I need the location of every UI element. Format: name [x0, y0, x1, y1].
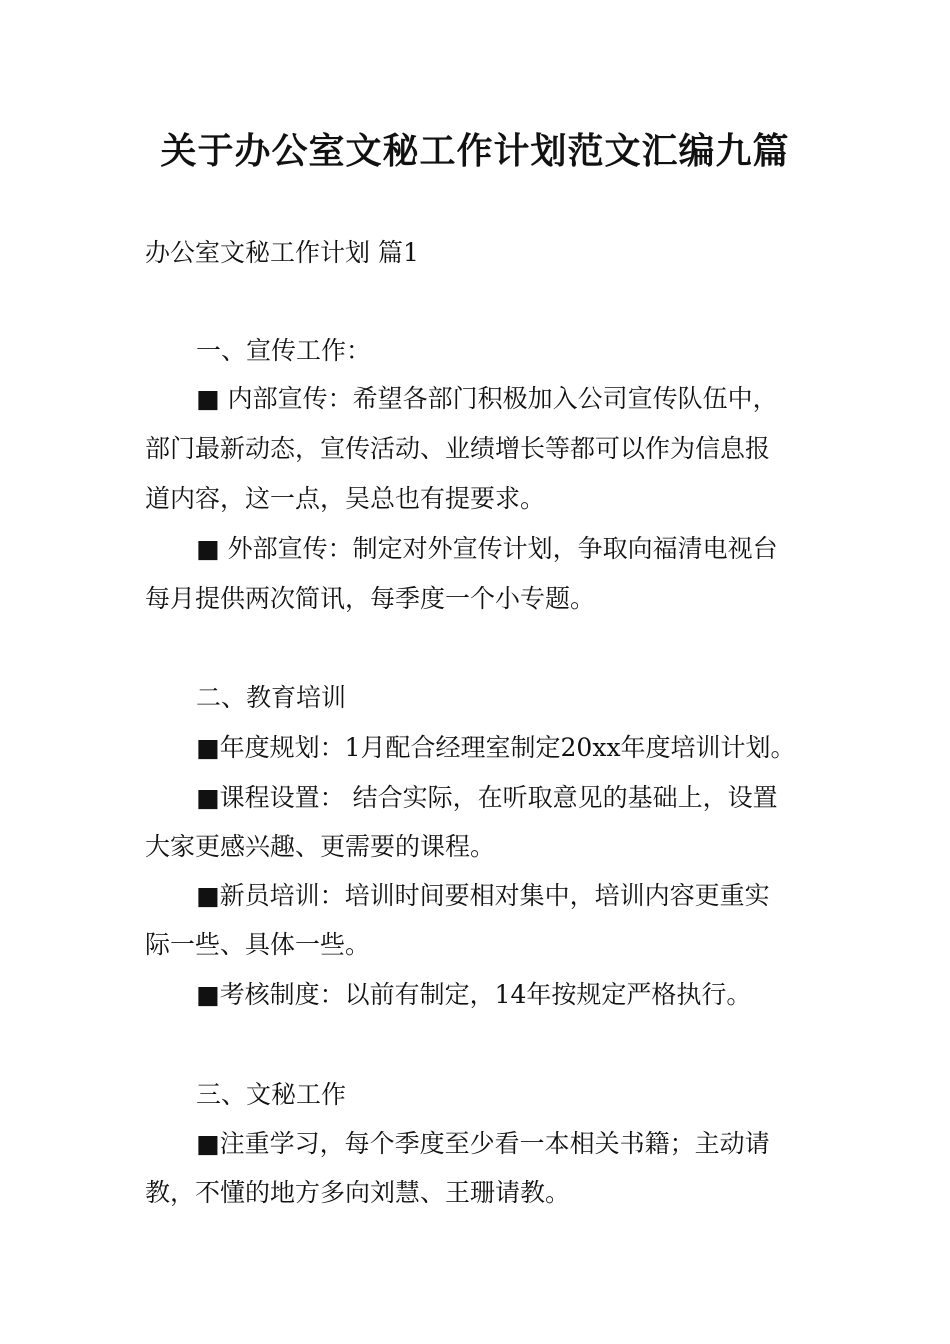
paragraph-line: 大家更感兴趣、更需要的课程。 — [145, 832, 496, 861]
paragraph-line: 道内容，这一点，吴总也有提要求。 — [145, 484, 546, 513]
document-title: 关于办公室文秘工作计划范文汇编九篇 — [160, 130, 790, 172]
paragraph-line: 部门最新动态，宣传活动、业绩增长等都可以作为信息报 — [145, 434, 771, 463]
section-heading-training: 二、教育培训 — [196, 683, 347, 712]
paragraph-line: ■课程设置： 结合实际，在听取意见的基础上，设置 — [196, 783, 778, 812]
section-heading-publicity: 一、宣传工作： — [196, 336, 372, 365]
paragraph-line: ■新员培训：培训时间要相对集中，培训内容更重实 — [196, 881, 770, 910]
section-heading-secretarial: 三、文秘工作 — [196, 1080, 347, 1109]
paragraph-line: 每月提供两次简讯，每季度一个小专题。 — [145, 584, 596, 613]
paragraph-line: 际一些、具体一些。 — [145, 930, 371, 959]
paragraph-line: ■ 内部宣传：希望各部门积极加入公司宣传队伍中， — [196, 384, 778, 413]
paragraph-line: ■注重学习，每个季度至少看一本相关书籍；主动请 — [196, 1129, 770, 1158]
document-subtitle: 办公室文秘工作计划 篇1 — [145, 238, 419, 267]
paragraph-line: 教，不懂的地方多向刘慧、王珊请教。 — [145, 1178, 571, 1207]
paragraph-line: ■年度规划：1月配合经理室制定20xx年度培训计划。 — [196, 733, 796, 762]
paragraph-line: ■考核制度：以前有制定，14年按规定严格执行。 — [196, 980, 752, 1009]
paragraph-line: ■ 外部宣传：制定对外宣传计划，争取向福清电视台 — [196, 534, 778, 563]
